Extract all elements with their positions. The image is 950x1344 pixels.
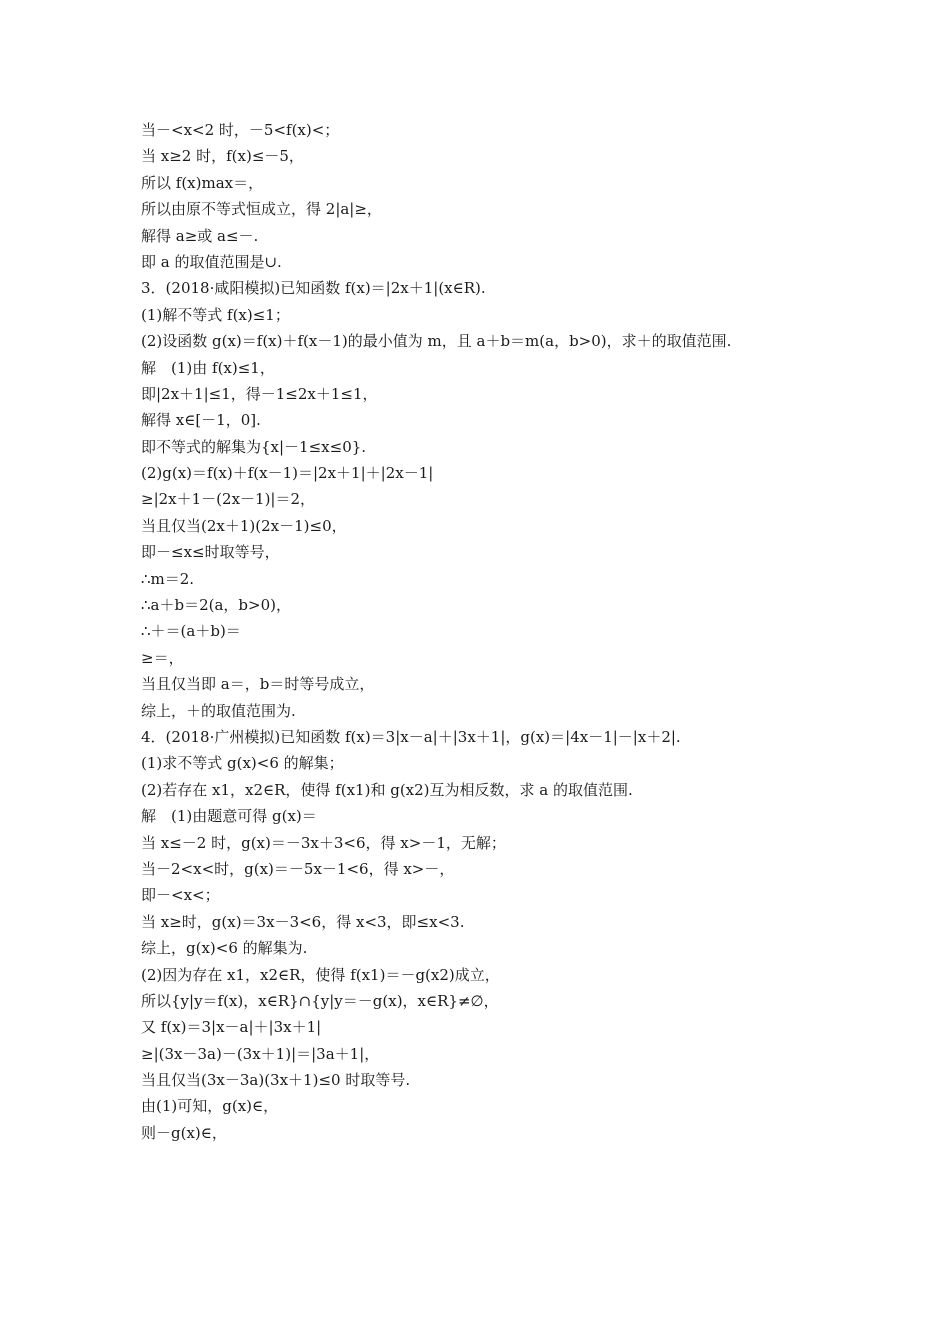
text-line: 解得 a≥或 a≤－. — [141, 226, 259, 245]
text-line: ≥|(3x－3a)－(3x＋1)|＝|3a＋1|， — [141, 1044, 380, 1063]
text-line: 解 (1)由题意可得 g(x)＝ — [141, 807, 317, 826]
text-line: 所以由原不等式恒成立，得 2|a|≥， — [141, 200, 382, 219]
text-line: 则－g(x)∈， — [141, 1123, 227, 1142]
text-line: 当－<x<2 时，－5<f(x)<； — [141, 121, 340, 139]
text-line: 解 (1)由 f(x)≤1， — [141, 358, 275, 377]
text-line: 综上，g(x)<6 的解集为. — [141, 939, 308, 958]
text-line: 即－≤x≤时取等号， — [141, 543, 280, 562]
problem-4-statement: 4．(2018·广州模拟)已知函数 f(x)＝3|x－a|＋|3x＋1|，g(x)＝|4x－1|－|x＋2|. — [141, 727, 681, 746]
text-line: ≥|2x＋1－(2x－1)|＝2， — [141, 490, 316, 509]
text-line: 所以 f(x)max＝， — [141, 173, 264, 192]
text-line: ≥＝， — [141, 648, 184, 667]
text-line: 即－<x<； — [141, 886, 220, 905]
text-line: 由(1)可知，g(x)∈， — [141, 1097, 279, 1116]
text-line: 即 a 的取值范围是∪. — [141, 252, 282, 271]
text-line: ∴＋＝(a＋b)＝ — [141, 622, 241, 641]
text-line: 又 f(x)＝3|x－a|＋|3x＋1| — [141, 1018, 322, 1037]
text-line: (1)求不等式 g(x)<6 的解集； — [141, 754, 344, 773]
text-line: (1)解不等式 f(x)≤1； — [141, 305, 290, 324]
text-line: 解得 x∈[－1，0]. — [141, 411, 261, 430]
text-line: 当且仅当(3x－3a)(3x＋1)≤0 时取等号. — [141, 1071, 411, 1090]
text-line: (2)设函数 g(x)＝f(x)＋f(x－1)的最小值为 m，且 a＋b＝m(a，b>0)，求＋的取值范围. — [141, 332, 732, 351]
text-line: 当 x≤－2 时，g(x)＝－3x＋3<6，得 x>－1，无解； — [141, 833, 506, 852]
text-line: 当 x≥时，g(x)＝3x－3<6，得 x<3，即≤x<3. — [141, 912, 465, 931]
text-line: 当－2<x<时，g(x)＝－5x－1<6，得 x>－， — [141, 859, 455, 878]
text-line: 当且仅当(2x＋1)(2x－1)≤0， — [141, 516, 347, 535]
solution-text — [141, 117, 821, 1146]
text-line: ∴a＋b＝2(a，b>0)， — [141, 596, 291, 615]
text-line: (2)若存在 x1，x2∈R，使得 f(x1)和 g(x2)互为相反数，求 a 的取值范围. — [141, 780, 633, 799]
text-line: 当 x≥2 时，f(x)≤－5， — [141, 147, 304, 166]
problem-3-statement: 3．(2018·咸阳模拟)已知函数 f(x)＝|2x＋1|(x∈R). — [141, 279, 486, 298]
text-line: 所以{y|y＝f(x)，x∈R}∩{y|y＝－g(x)，x∈R}≠∅， — [141, 991, 499, 1010]
text-line: 当且仅当即 a＝，b＝时等号成立， — [141, 675, 375, 694]
text-line: (2)因为存在 x1，x2∈R，使得 f(x1)＝－g(x2)成立， — [141, 965, 500, 984]
text-line: 即|2x＋1|≤1，得－1≤2x＋1≤1， — [141, 384, 378, 403]
text-line: ∴m＝2. — [141, 569, 195, 588]
text-line: 即不等式的解集为{x|－1≤x≤0}. — [141, 437, 367, 456]
text-line: 综上，＋的取值范围为. — [141, 701, 296, 720]
text-line: (2)g(x)＝f(x)＋f(x－1)＝|2x＋1|＋|2x－1| — [141, 464, 434, 483]
